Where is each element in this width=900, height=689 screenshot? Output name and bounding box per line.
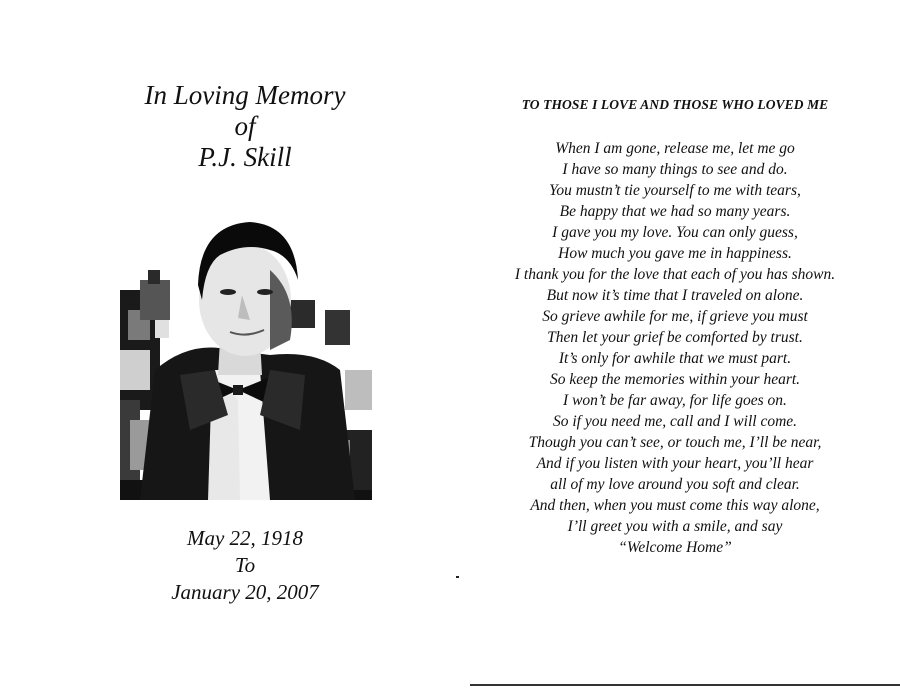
stray-mark bbox=[456, 576, 459, 578]
portrait-photo bbox=[120, 200, 372, 500]
poem-panel bbox=[470, 0, 880, 689]
poem-line: How much you gave me in happiness. bbox=[558, 245, 792, 262]
poem-line: I won’t be far away, for life goes on. bbox=[563, 392, 787, 409]
memorial-title bbox=[100, 80, 390, 173]
death-date: January 20, 2007 bbox=[171, 580, 319, 604]
poem-line: And if you listen with your heart, you’ll hear bbox=[536, 455, 814, 472]
poem-body bbox=[470, 138, 880, 558]
poem-line: Then let your grief be comforted by trust. bbox=[547, 329, 803, 346]
poem-line: I thank you for the love that each of you has shown. bbox=[514, 266, 836, 283]
poem-line: So grieve awhile for me, if grieve you must bbox=[542, 308, 808, 325]
deceased-name: P.J. Skill bbox=[198, 142, 292, 172]
poem-line: Though you can’t see, or touch me, I’ll be near, bbox=[528, 434, 822, 451]
title-line-1: In Loving Memory bbox=[144, 80, 346, 110]
poem-line: You mustn’t tie yourself to me with tears, bbox=[549, 182, 801, 199]
memorial-panel bbox=[100, 0, 390, 689]
birth-date: May 22, 1918 bbox=[186, 526, 304, 550]
poem-line: It’s only for awhile that we must part. bbox=[558, 350, 792, 367]
life-dates bbox=[100, 525, 390, 606]
bottom-divider bbox=[470, 684, 900, 686]
poem-line: all of my love around you soft and clear. bbox=[550, 476, 800, 493]
poem-line: And then, when you must come this way alone, bbox=[530, 497, 820, 514]
poem-line: I’ll greet you with a smile, and say bbox=[567, 518, 783, 535]
poem-line: So keep the memories within your heart. bbox=[549, 371, 801, 388]
poem-line: I gave you my love. You can only guess, bbox=[552, 224, 798, 241]
poem-line: When I am gone, release me, let me go bbox=[555, 140, 795, 157]
poem-line: So if you need me, call and I will come. bbox=[552, 413, 798, 430]
poem-line: But now it’s time that I traveled on alone. bbox=[546, 287, 804, 304]
poem-line: “Welcome Home” bbox=[618, 539, 732, 556]
to-word: To bbox=[234, 553, 256, 577]
poem-line: Be happy that we had so many years. bbox=[559, 203, 791, 220]
poem-heading: TO THOSE I LOVE AND THOSE WHO LOVED ME bbox=[521, 97, 829, 112]
poem-line: I have so many things to see and do. bbox=[562, 161, 788, 178]
title-line-2: of bbox=[234, 111, 256, 141]
